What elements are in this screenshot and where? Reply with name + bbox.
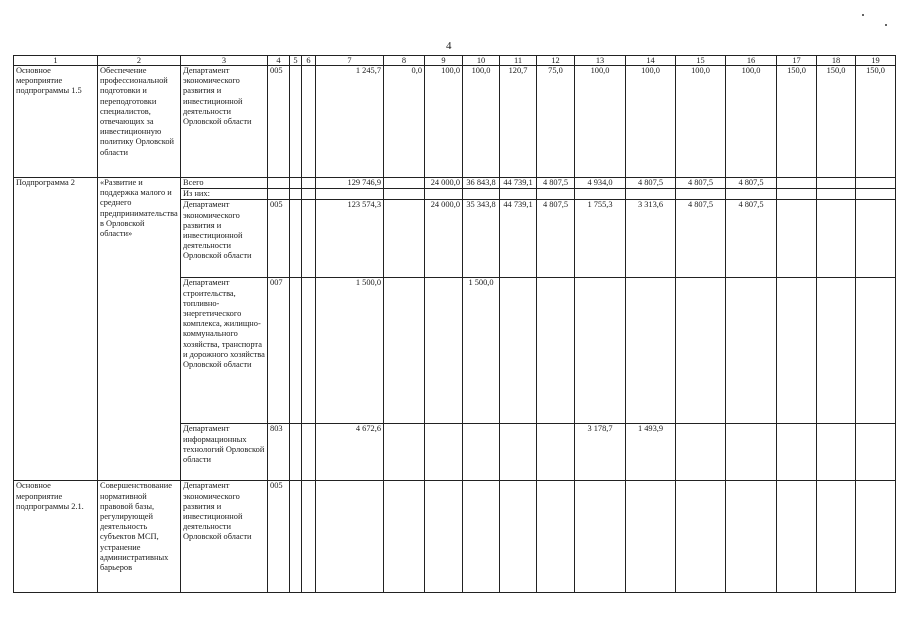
executor-code: 005: [268, 66, 290, 178]
cell-value: 150,0: [777, 66, 817, 178]
cell-value: 1 500,0: [463, 278, 500, 424]
col-header: 10: [463, 56, 500, 66]
col-header: 19: [856, 56, 896, 66]
col-header: 17: [777, 56, 817, 66]
scan-speck: [862, 14, 864, 16]
executor-code: 007: [268, 278, 290, 424]
executor: Департамент информационных технологий Орловской области: [181, 424, 268, 481]
header-row: [14, 56, 896, 66]
cell-value: 4 934,0: [575, 178, 626, 189]
cell-value: 120,7: [500, 66, 537, 178]
cell-value: 100,0: [463, 66, 500, 178]
cell-value: 4 807,5: [726, 200, 777, 278]
cell-value: 1 493,9: [626, 424, 676, 481]
subprogram-description: «Развитие и поддержка малого и среднего предпринимательства в Орловской области»: [98, 178, 181, 481]
col-header: 6: [302, 56, 316, 66]
cell-value: 100,0: [575, 66, 626, 178]
col-header: 15: [676, 56, 726, 66]
cell-value: 3 313,6: [626, 200, 676, 278]
col-header: 14: [626, 56, 676, 66]
cell-value: 35 343,8: [463, 200, 500, 278]
table-row: [14, 178, 896, 189]
col-header: 13: [575, 56, 626, 66]
executor: Департамент экономического развития и инвестиционной деятельности Орловской области: [181, 200, 268, 278]
cell-total: 1 245,7: [316, 66, 384, 178]
cell-value: 100,0: [726, 66, 777, 178]
table-row: [14, 66, 896, 178]
executor: Департамент строительства, топливно-энергетического комплекса, жилищно-коммунального хозяйства, транспорта и дорожного хозяйства Орловской области: [181, 278, 268, 424]
cell-value: 4 807,5: [676, 200, 726, 278]
cell-value: 3 178,7: [575, 424, 626, 481]
cell-value: 1 755,3: [575, 200, 626, 278]
col-header: 4: [268, 56, 290, 66]
measure-description: Обеспечение профессиональной подготовки и переподготовки специалистов, отвечающих за инвестиционную политику Орловской области: [98, 66, 181, 178]
cell-value: 4 807,5: [537, 178, 575, 189]
cell-total: 123 574,3: [316, 200, 384, 278]
col-header: 2: [98, 56, 181, 66]
cell-value: 150,0: [856, 66, 896, 178]
col-header: 3: [181, 56, 268, 66]
cell-value: 150,0: [817, 66, 856, 178]
cell-total: 129 746,9: [316, 178, 384, 189]
cell-value: 4 807,5: [676, 178, 726, 189]
measure-description: Совершенствование нормативной правовой базы, регулирующей деятельность субъектов МСП, устранение административных барьеров: [98, 481, 181, 593]
executor-code: 803: [268, 424, 290, 481]
cell-value: 100,0: [425, 66, 463, 178]
cell-value: 4 807,5: [537, 200, 575, 278]
col-header: 7: [316, 56, 384, 66]
cell-value: 4 807,5: [726, 178, 777, 189]
col-header: 18: [817, 56, 856, 66]
budget-table: [13, 55, 896, 593]
measure-name: Основное мероприятие подпрограммы 1.5: [14, 66, 98, 178]
scan-speck: [885, 24, 887, 26]
executor: Департамент экономического развития и инвестиционной деятельности Орловской области: [181, 66, 268, 178]
cell-value: 24 000,0: [425, 178, 463, 189]
cell-value: 36 843,8: [463, 178, 500, 189]
cell-value: 4 807,5: [626, 178, 676, 189]
cell-value: 100,0: [626, 66, 676, 178]
col-header: 5: [290, 56, 302, 66]
col-header: 16: [726, 56, 777, 66]
col-header: 9: [425, 56, 463, 66]
cell-value: 24 000,0: [425, 200, 463, 278]
cell-value: 44 739,1: [500, 178, 537, 189]
col-header: 8: [384, 56, 425, 66]
of-which-label: Из них:: [181, 189, 268, 200]
cell-total: 1 500,0: [316, 278, 384, 424]
page-number: 4: [446, 40, 452, 52]
cell-total: 4 672,6: [316, 424, 384, 481]
measure-name: Основное мероприятие подпрограммы 2.1.: [14, 481, 98, 593]
executor-code: 005: [268, 481, 290, 593]
executor-code: 005: [268, 200, 290, 278]
col-header: 11: [500, 56, 537, 66]
cell-value: 0,0: [384, 66, 425, 178]
cell-value: 75,0: [537, 66, 575, 178]
executor: Департамент экономического развития и инвестиционной деятельности Орловской области: [181, 481, 268, 593]
executor: Всего: [181, 178, 268, 189]
col-header: 1: [14, 56, 98, 66]
cell-value: 44 739,1: [500, 200, 537, 278]
table-row: [14, 481, 896, 593]
subprogram-name: Подпрограмма 2: [14, 178, 98, 481]
col-header: 12: [537, 56, 575, 66]
cell-value: 100,0: [676, 66, 726, 178]
